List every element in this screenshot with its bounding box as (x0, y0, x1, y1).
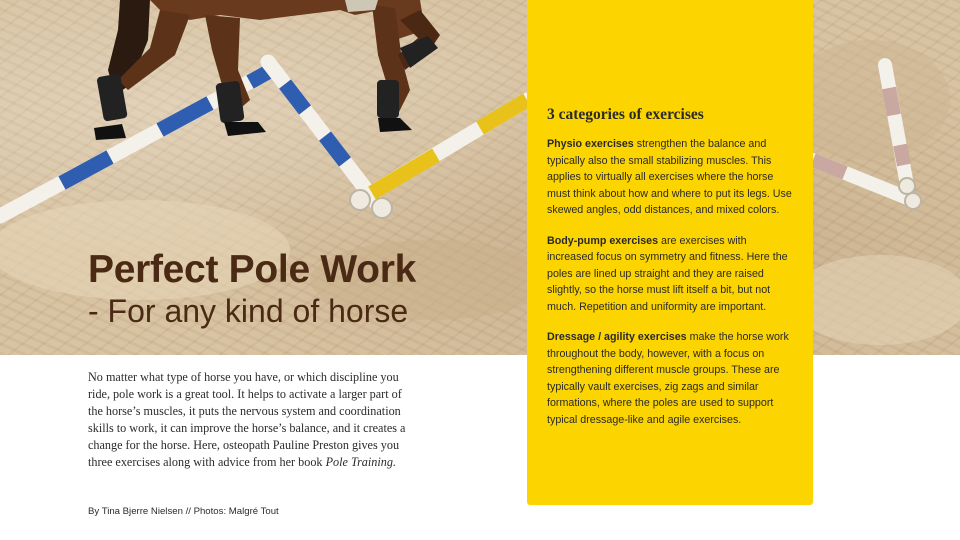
book-title: Pole Training (325, 455, 393, 469)
category-text: are exercises with increased focus on symmetry and fitness. Here the poles are lined up straight and they are raised slightly, so the horse must lift itself a bit, but not much. Repetition and uniformity are important. (547, 234, 788, 313)
exercise-categories-box (527, 0, 813, 505)
sidebar-heading: 3 categories of exercises (547, 106, 704, 123)
byline: By Tina Bjerre Nielsen // Photos: Malgré Tout (88, 506, 279, 517)
intro-text: No matter what type of horse you have, or which discipline you ride, pole work is a great tool. It helps to activate a larger part of the horse’s muscles, it puts the nervous system and coordination skills to work, it can improve the horse’s balance, and it creates a change for the horse. Here, osteopath Pauline Preston gives you three exercises along with advice from her book (88, 370, 406, 469)
category-term: Physio exercises (547, 138, 634, 150)
category-term: Dressage / agility exercises (547, 331, 687, 343)
category-text: strengthen the balance and typically also the small stabilizing muscles. This applies to virtually all exercises where the horse must think about how and where to put its legs. Use skewed angles, odd distances, and mixed colors. (547, 138, 792, 216)
pole-yellow (350, 100, 527, 210)
page-title: Perfect Pole Work (88, 248, 416, 291)
category-term: Body-pump exercises (547, 234, 659, 247)
title-block (88, 248, 518, 330)
category-physio (547, 136, 793, 219)
intro-end: . (392, 455, 397, 469)
intro-paragraph (88, 369, 418, 471)
category-body-pump (547, 233, 793, 316)
category-dressage-agility (547, 329, 793, 428)
page-subtitle: - For any kind of horse (88, 293, 409, 329)
category-text: make the horse work throughout the body, however, with a focus on strengthening different muscle groups. These are typically vault exercises, zig zags and similar formations, where the poles are used to support typical dressage-like and agile exercises. (547, 331, 789, 426)
